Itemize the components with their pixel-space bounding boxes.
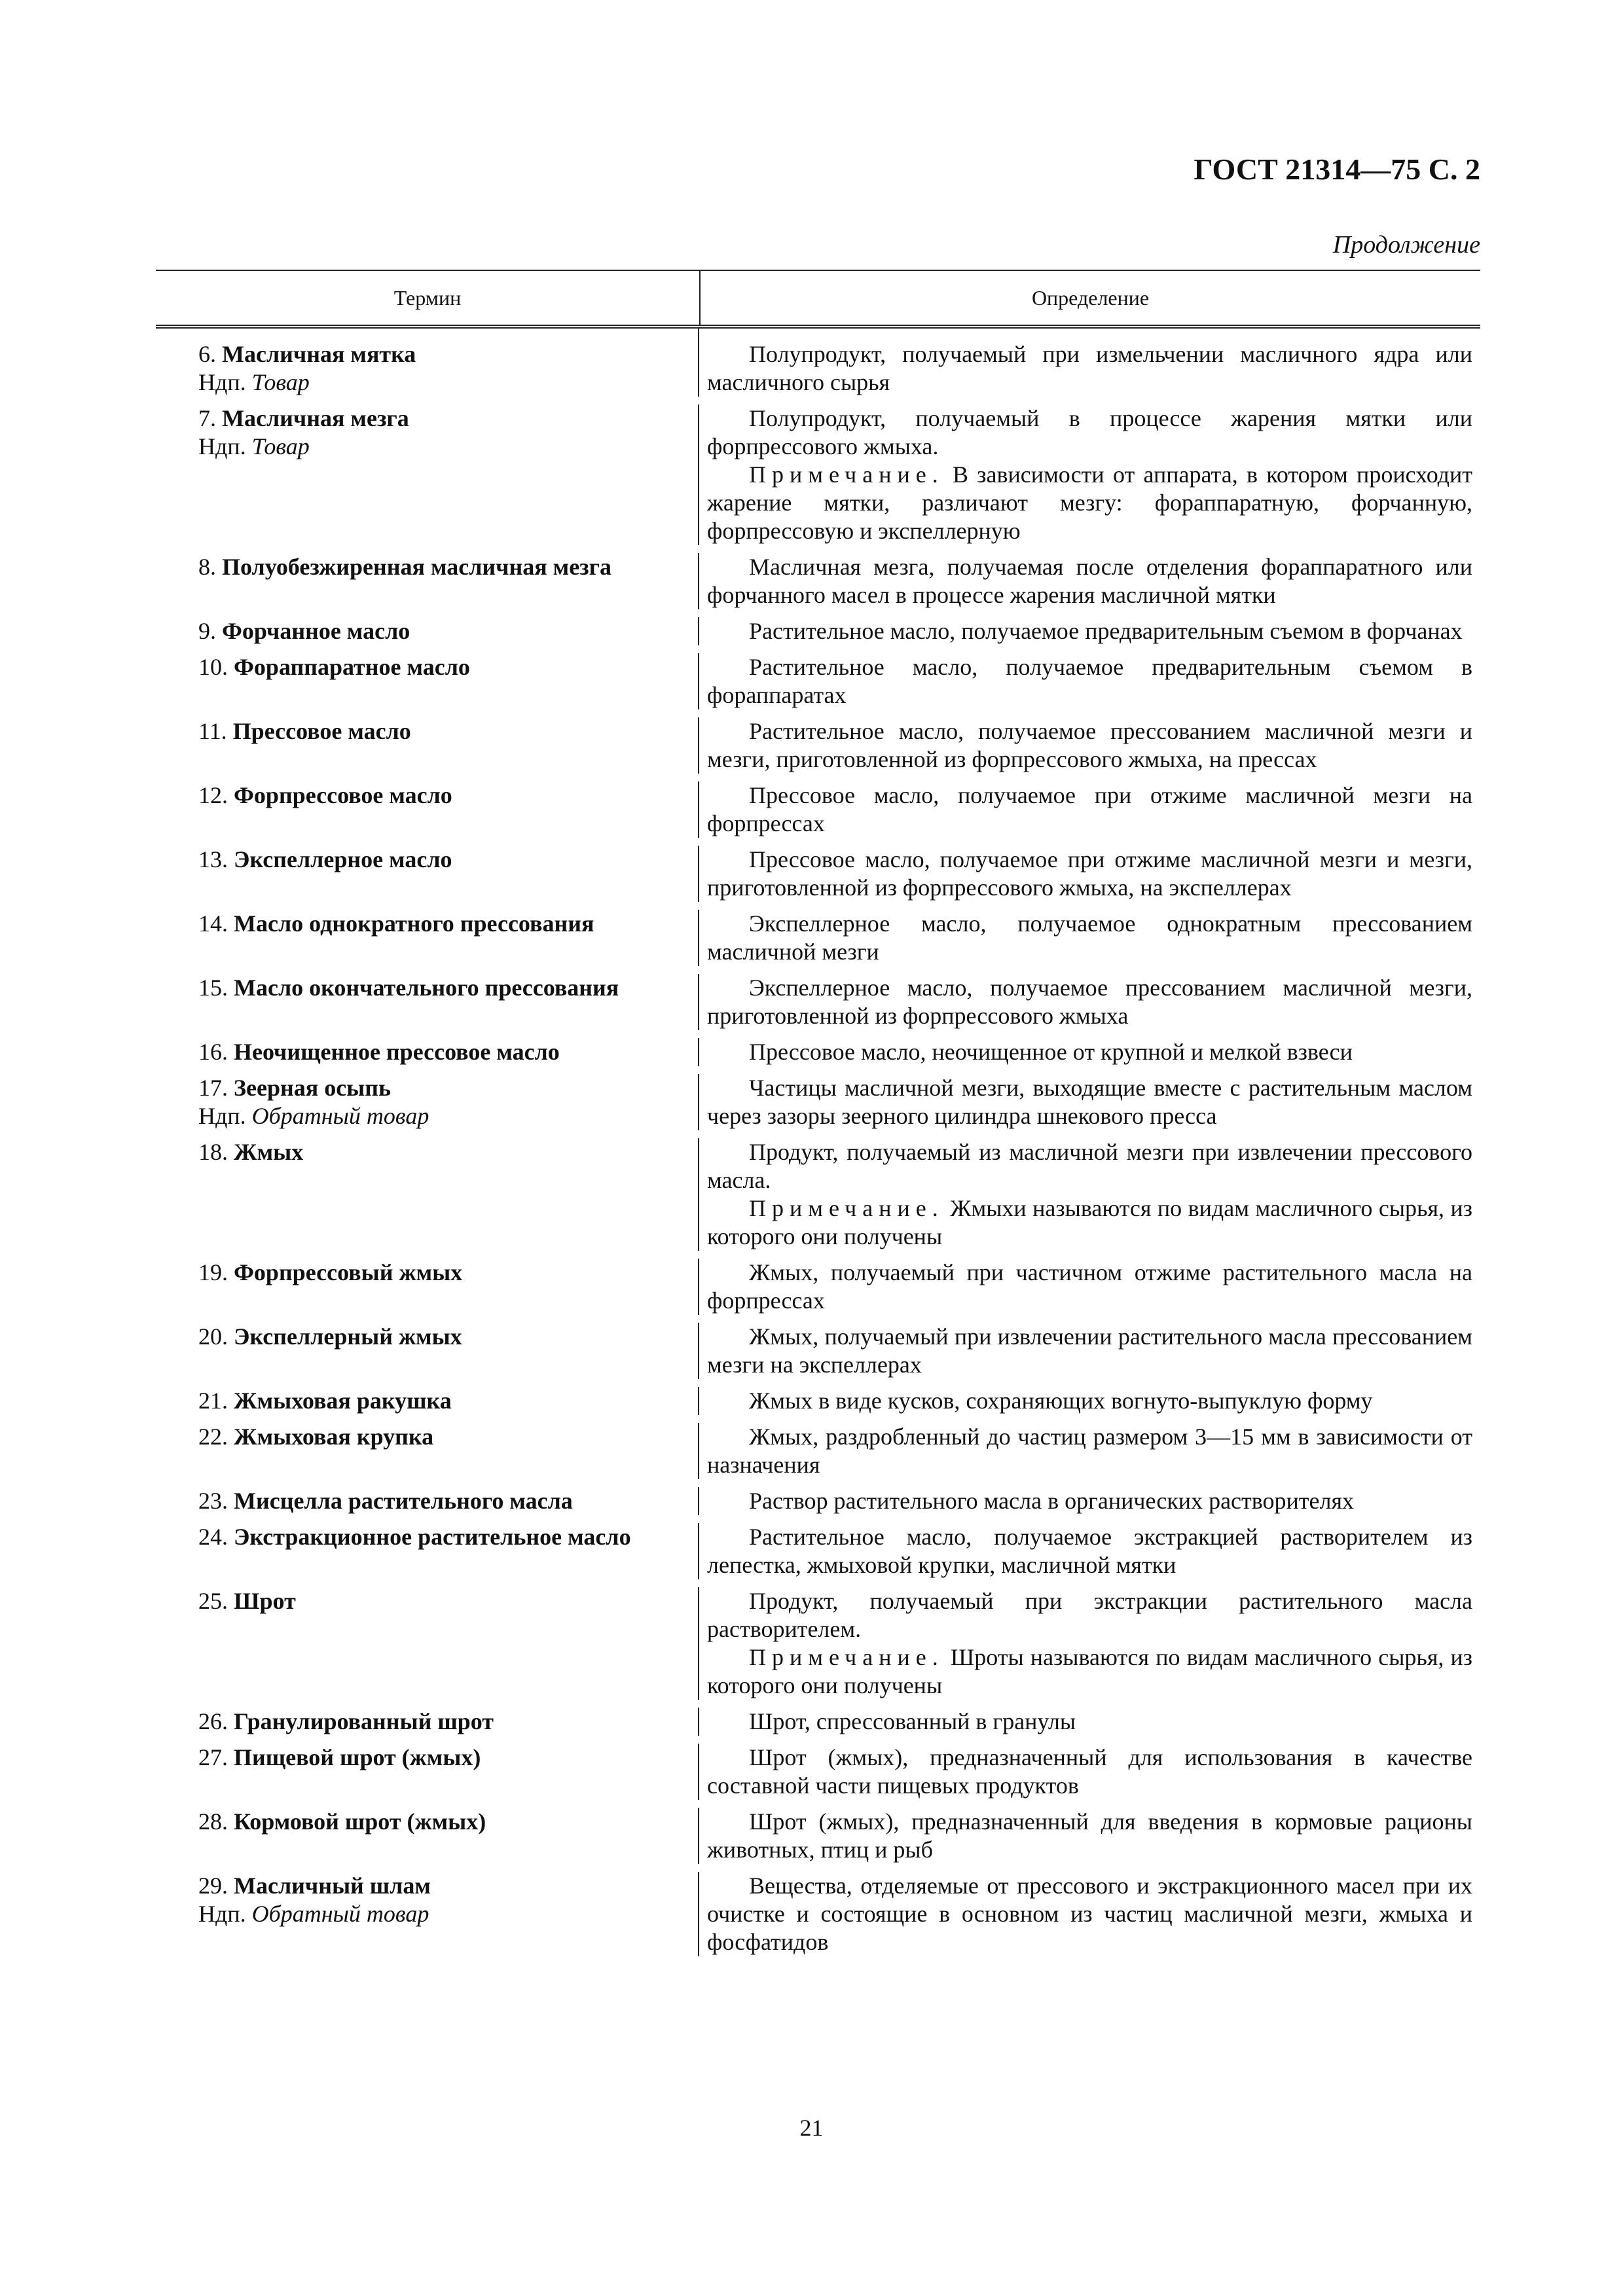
definition-text: Полупродукт, получаемый при измельчении масличного ядра или масличного сырья [707,341,1472,395]
definition-cell [699,1872,1480,1956]
deprecated-prefix: Ндп. [198,1103,246,1129]
definition-cell [699,653,1480,709]
definition-cell [699,1708,1480,1736]
term-number: 11. [198,718,227,744]
deprecated-term-name: Товар [251,433,310,459]
term-name: Фораппаратное масло [234,654,470,680]
definition-text: Продукт, получаемый из масличной мезги при извлечении прессового масла. [707,1139,1472,1193]
term-line [198,1708,698,1736]
definition-cell [699,1038,1480,1066]
definition-cell [699,974,1480,1030]
definition-text: Продукт, получаемый при экстракции растительного масла растворителем. [707,1588,1472,1642]
term-cell [156,846,699,902]
term-number: 26. [198,1708,228,1734]
definition-text: Растительное масло, получаемое прессованием масличной мезги и мезги, приготовленной из форпрессового жмыха, на прессах [707,718,1472,772]
term-name: Масличный шлам [234,1873,431,1899]
term-line [198,781,698,810]
table-row [156,1259,1480,1323]
term-line [198,404,698,433]
table-row [156,329,1480,404]
column-header-term: Термин [156,271,701,325]
term-number: 23. [198,1488,228,1514]
term-number: 28. [198,1808,228,1835]
term-line [198,1487,698,1515]
term-line [198,846,698,874]
term-cell [156,1323,699,1379]
term-line [198,1808,698,1836]
page-number: 21 [799,2115,824,2141]
term-line [198,1872,698,1900]
term-cell [156,781,699,838]
table-row [156,1487,1480,1523]
table-row [156,974,1480,1038]
term-cell [156,1138,699,1251]
term-name: Мисцелла растительного масла [234,1488,573,1514]
term-line [198,1074,698,1102]
definition-text: Прессовое масло, получаемое при отжиме масличной мезги и мезги, приготовленной из форпрессового жмыха, на экспеллерах [707,846,1472,901]
term-cell [156,653,699,709]
definition-text: Масличная мезга, получаемая после отделения фораппаратного или форчанного масел в процессе жарения масличной мятки [707,554,1472,608]
term-cell [156,974,699,1030]
definition-cell [699,1323,1480,1379]
term-cell [156,1808,699,1864]
term-name: Экспеллерное масло [234,846,452,872]
table-row [156,553,1480,617]
term-name: Масличная мятка [222,341,416,367]
table-row [156,781,1480,846]
table-row [156,910,1480,974]
term-name: Масличная мезга [222,405,409,431]
definition-cell [699,1587,1480,1700]
term-name: Прессовое масло [232,718,411,744]
term-name: Экспеллерный жмых [234,1323,462,1350]
term-number: 9. [198,618,216,644]
definition-cell [699,1487,1480,1515]
term-line [198,653,698,681]
definition-text: Экспеллерное масло, получаемое прессованием масличной мезги, приготовленной из форпрессового жмыха [707,975,1472,1029]
term-name: Гранулированный шрот [234,1708,494,1734]
deprecated-term [198,368,698,397]
deprecated-term-name: Обратный товар [251,1103,429,1129]
definition-text: Растительное масло, получаемое предварительным съемом в форчанах [749,618,1463,644]
note-body: Шроты называются по видам масличного сырья, из которого они получены [707,1644,1473,1698]
definition-cell [699,1074,1480,1130]
definition-cell [699,1523,1480,1579]
term-number: 12. [198,782,228,808]
term-cell [156,1872,699,1956]
note-text [707,1194,1472,1251]
deprecated-prefix: Ндп. [198,433,246,459]
term-name: Неочищенное прессовое масло [234,1039,560,1065]
term-line [198,1587,698,1615]
definition-cell [699,1423,1480,1479]
term-name: Шрот [234,1588,296,1614]
term-name: Зеерная осыпь [234,1075,392,1101]
definition-cell [699,404,1480,545]
definition-cell [699,781,1480,838]
term-number: 8. [198,554,216,580]
term-number: 24. [198,1524,228,1550]
table-row [156,717,1480,781]
term-line [198,1259,698,1287]
term-line [198,717,698,745]
definition-text: Шрот, спрессованный в гранулы [749,1708,1076,1734]
deprecated-term-name: Обратный товар [251,1901,429,1927]
definition-cell [699,553,1480,609]
note-text [707,1643,1472,1700]
term-cell [156,404,699,545]
deprecated-prefix: Ндп. [198,1901,246,1927]
definition-text: Раствор растительного масла в органических растворителях [749,1488,1355,1514]
definition-text: Растительное масло, получаемое экстракцией растворителем из лепестка, жмыховой крупки, масличной мятки [707,1524,1472,1578]
term-line [198,1744,698,1772]
definition-cell [699,1744,1480,1800]
term-number: 20. [198,1323,228,1350]
term-cell [156,1523,699,1579]
term-number: 22. [198,1424,228,1450]
term-cell [156,1423,699,1479]
term-line [198,1523,698,1551]
term-number: 27. [198,1744,228,1770]
table-body [156,329,1480,1964]
term-number: 10. [198,654,228,680]
table-row [156,846,1480,910]
definition-cell [699,1808,1480,1864]
table-header [156,270,1480,329]
table-row [156,1138,1480,1259]
term-cell [156,1074,699,1130]
term-line [198,1423,698,1451]
term-line [198,617,698,645]
terms-table [156,270,1480,1964]
term-cell [156,1387,699,1415]
table-row [156,653,1480,717]
term-cell [156,1708,699,1736]
table-row [156,1523,1480,1587]
term-number: 7. [198,405,216,431]
standard-code: ГОСТ 21314—75 С. 2 [1194,152,1480,186]
term-number: 15. [198,975,228,1001]
term-line [198,340,698,368]
definition-text: Прессовое масло, получаемое при отжиме масличной мезги на форпрессах [707,782,1472,836]
definition-text: Частицы масличной мезги, выходящие вместе с растительным маслом через зазоры зеерного цилиндра шнекового пресса [707,1075,1472,1129]
term-cell [156,717,699,774]
deprecated-term [198,433,698,461]
term-cell [156,1744,699,1800]
term-name: Пищевой шрот (жмых) [234,1744,481,1770]
term-number: 6. [198,341,216,367]
term-name: Форчанное масло [222,618,410,644]
definition-text: Шрот (жмых), предназначенный для использования в качестве составной части пищевых продуктов [707,1744,1472,1799]
term-line [198,1138,698,1166]
definition-text: Растительное масло, получаемое предварительным съемом в фораппаратах [707,654,1472,708]
column-header-definition: Определение [1031,285,1150,310]
term-name: Экстракционное растительное масло [234,1524,631,1550]
term-name: Кормовой шрот (жмых) [234,1808,486,1835]
definition-cell [699,1138,1480,1251]
term-number: 13. [198,846,228,872]
term-cell [156,617,699,645]
term-cell [156,1587,699,1700]
note-body: В зависимости от аппарата, в котором происходит жарение мятки, различают мезгу: фораппаратную, форчанную, форпрессовую и экспеллерную [707,461,1472,544]
definition-cell [699,617,1480,645]
table-row [156,1423,1480,1487]
term-cell [156,1487,699,1515]
note-label: Примечание. [749,1195,944,1221]
definition-text: Жмых, раздробленный до частиц размером 3—15 мм в зависимости от назначения [707,1424,1472,1478]
term-number: 25. [198,1588,228,1614]
term-name: Жмыховая крупка [234,1424,434,1450]
deprecated-term-name: Товар [251,369,310,395]
term-line [198,1038,698,1066]
term-number: 16. [198,1039,228,1065]
term-line [198,974,698,1002]
term-number: 17. [198,1075,228,1101]
definition-cell [699,1387,1480,1415]
continuation-label: Продолжение [1332,231,1480,259]
definition-text: Жмых, получаемый при частичном отжиме растительного масла на форпрессах [707,1259,1472,1314]
definition-cell [699,329,1480,397]
definition-text: Прессовое масло, неочищенное от крупной и мелкой взвеси [749,1039,1353,1065]
definition-text: Полупродукт, получаемый в процессе жарения мятки или форпрессового жмыха. [707,405,1472,459]
definition-text: Жмых, получаемый при извлечении растительного масла прессованием мезги на экспеллерах [707,1323,1472,1378]
definition-text: Жмых в виде кусков, сохраняющих вогнуто-выпуклую форму [749,1388,1373,1414]
deprecated-term [198,1102,698,1130]
term-cell [156,1038,699,1066]
definition-cell [699,717,1480,774]
term-number: 19. [198,1259,228,1285]
table-row [156,404,1480,553]
table-row [156,1074,1480,1138]
term-cell [156,1259,699,1315]
definition-cell [699,910,1480,966]
table-row [156,1587,1480,1708]
term-name: Масло однократного прессования [234,910,594,937]
definition-text: Шрот (жмых), предназначенный для введения в кормовые рационы животных, птиц и рыб [707,1808,1472,1863]
table-row [156,1323,1480,1387]
term-name: Форпрессовый жмых [234,1259,463,1285]
definition-cell [699,846,1480,902]
table-row [156,1872,1480,1964]
term-line [198,1323,698,1351]
term-number: 14. [198,910,228,937]
table-row [156,1744,1480,1808]
table-row [156,1808,1480,1872]
term-name: Форпрессовое масло [234,782,452,808]
term-name: Жмых [234,1139,304,1165]
definition-text: Экспеллерное масло, получаемое однократным прессованием масличной мезги [707,910,1472,965]
term-cell [156,553,699,609]
note-label: Примечание. [749,1644,944,1670]
definition-text: Вещества, отделяемые от прессового и экстракционного масел при их очистке и состоящие в основном из частиц масличной мезги, жмыха и фосфатидов [707,1873,1472,1955]
term-line [198,910,698,938]
term-name: Масло окончательного прессования [234,975,619,1001]
term-number: 18. [198,1139,228,1165]
term-name: Жмыховая ракушка [234,1388,452,1414]
term-number: 21. [198,1388,228,1414]
note-text [707,461,1472,545]
term-line [198,1387,698,1415]
table-row [156,1038,1480,1074]
deprecated-term [198,1900,698,1928]
note-body: Жмыхи называются по видам масличного сырья, из которого они получены [707,1195,1472,1249]
definition-cell [699,1259,1480,1315]
note-label: Примечание. [749,461,944,488]
term-line [198,553,698,581]
term-name: Полуобезжиренная масличная мезга [222,554,611,580]
term-cell [156,329,699,397]
term-number: 29. [198,1873,228,1899]
deprecated-prefix: Ндп. [198,369,246,395]
table-row [156,617,1480,653]
table-row [156,1708,1480,1744]
term-cell [156,910,699,966]
table-row [156,1387,1480,1423]
